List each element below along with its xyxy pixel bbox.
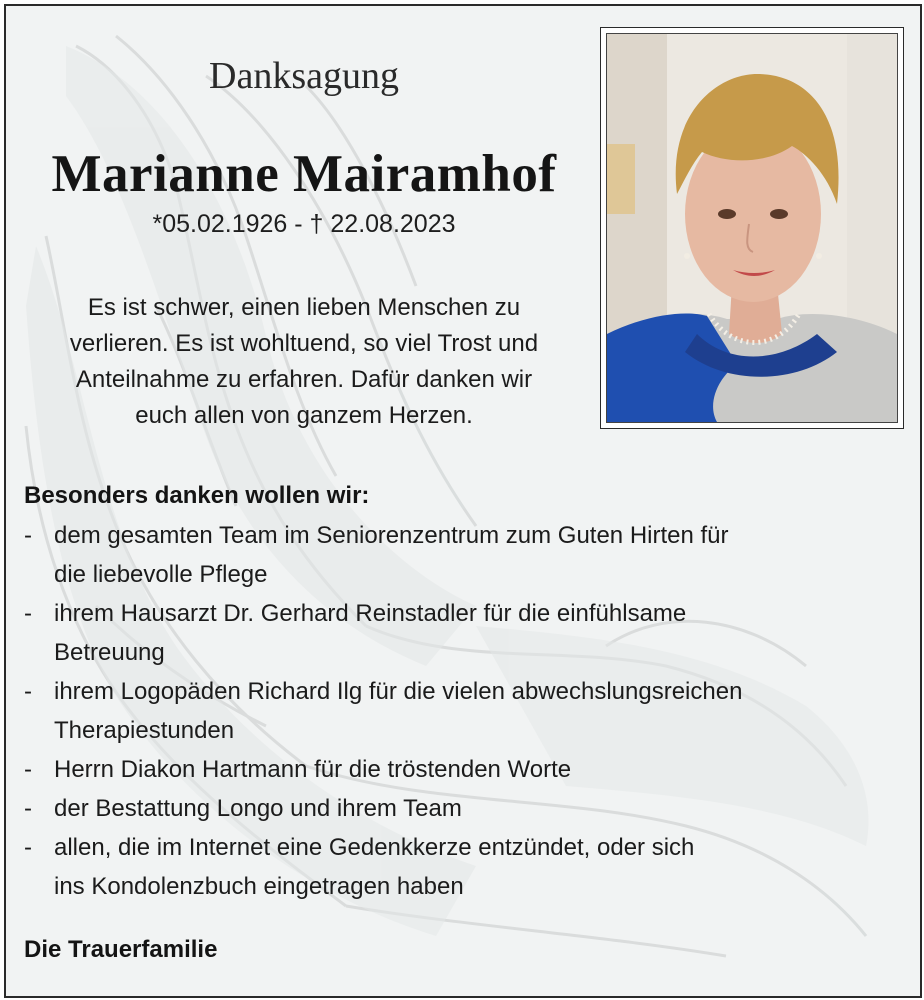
obituary-notice bbox=[4, 4, 922, 998]
life-dates: *05.02.1926 - † 22.08.2023 bbox=[152, 210, 456, 238]
list-item bbox=[24, 750, 904, 789]
list-item-line: ins Kondolenzbuch eingetragen haben bbox=[54, 873, 464, 900]
bullet-dash: - bbox=[24, 600, 32, 627]
portrait-frame bbox=[600, 27, 904, 429]
bullet-dash: - bbox=[24, 678, 32, 705]
notice-heading: Danksagung bbox=[209, 55, 399, 97]
list-item-line: die liebevolle Pflege bbox=[54, 561, 268, 588]
signature: Die Trauerfamilie bbox=[24, 936, 218, 963]
list-item-line: der Bestattung Longo und ihrem Team bbox=[54, 795, 462, 822]
bullet-dash: - bbox=[24, 756, 32, 783]
intro-line: euch allen von ganzem Herzen. bbox=[135, 402, 473, 429]
list-item-line: dem gesamten Team im Seniorenzentrum zum Guten Hirten für bbox=[54, 522, 729, 549]
list-item bbox=[24, 828, 904, 906]
intro-line: Es ist schwer, einen lieben Menschen zu bbox=[87, 294, 521, 321]
thanks-list bbox=[24, 516, 904, 906]
thanks-title: Besonders danken wollen wir: bbox=[24, 482, 370, 509]
bullet-dash: - bbox=[24, 522, 32, 549]
list-item-line: allen, die im Internet eine Gedenkkerze entzündet, oder sich bbox=[54, 834, 695, 861]
portrait-illustration bbox=[607, 34, 897, 422]
portrait-photo bbox=[606, 33, 898, 423]
list-item bbox=[24, 672, 904, 750]
intro-line: verlieren. Es ist wohltuend, so viel Trost und bbox=[69, 330, 539, 357]
list-item bbox=[24, 789, 904, 828]
list-item bbox=[24, 516, 904, 594]
deceased-name: Marianne Mairamhof bbox=[51, 145, 557, 203]
bullet-dash: - bbox=[24, 795, 32, 822]
bullet-dash: - bbox=[24, 834, 32, 861]
list-item bbox=[24, 594, 904, 672]
list-item-line: Herrn Diakon Hartmann für die tröstenden Worte bbox=[54, 756, 572, 783]
list-item-line: ihrem Logopäden Richard Ilg für die vielen abwechslungsreichen bbox=[54, 678, 743, 705]
intro-line: Anteilnahme zu erfahren. Dafür danken wir bbox=[75, 366, 533, 393]
list-item-line: ihrem Hausarzt Dr. Gerhard Reinstadler für die einfühlsame bbox=[54, 600, 687, 627]
list-item-line: Therapiestunden bbox=[54, 717, 235, 744]
list-item-line: Betreuung bbox=[54, 639, 165, 666]
intro-text bbox=[26, 290, 582, 434]
